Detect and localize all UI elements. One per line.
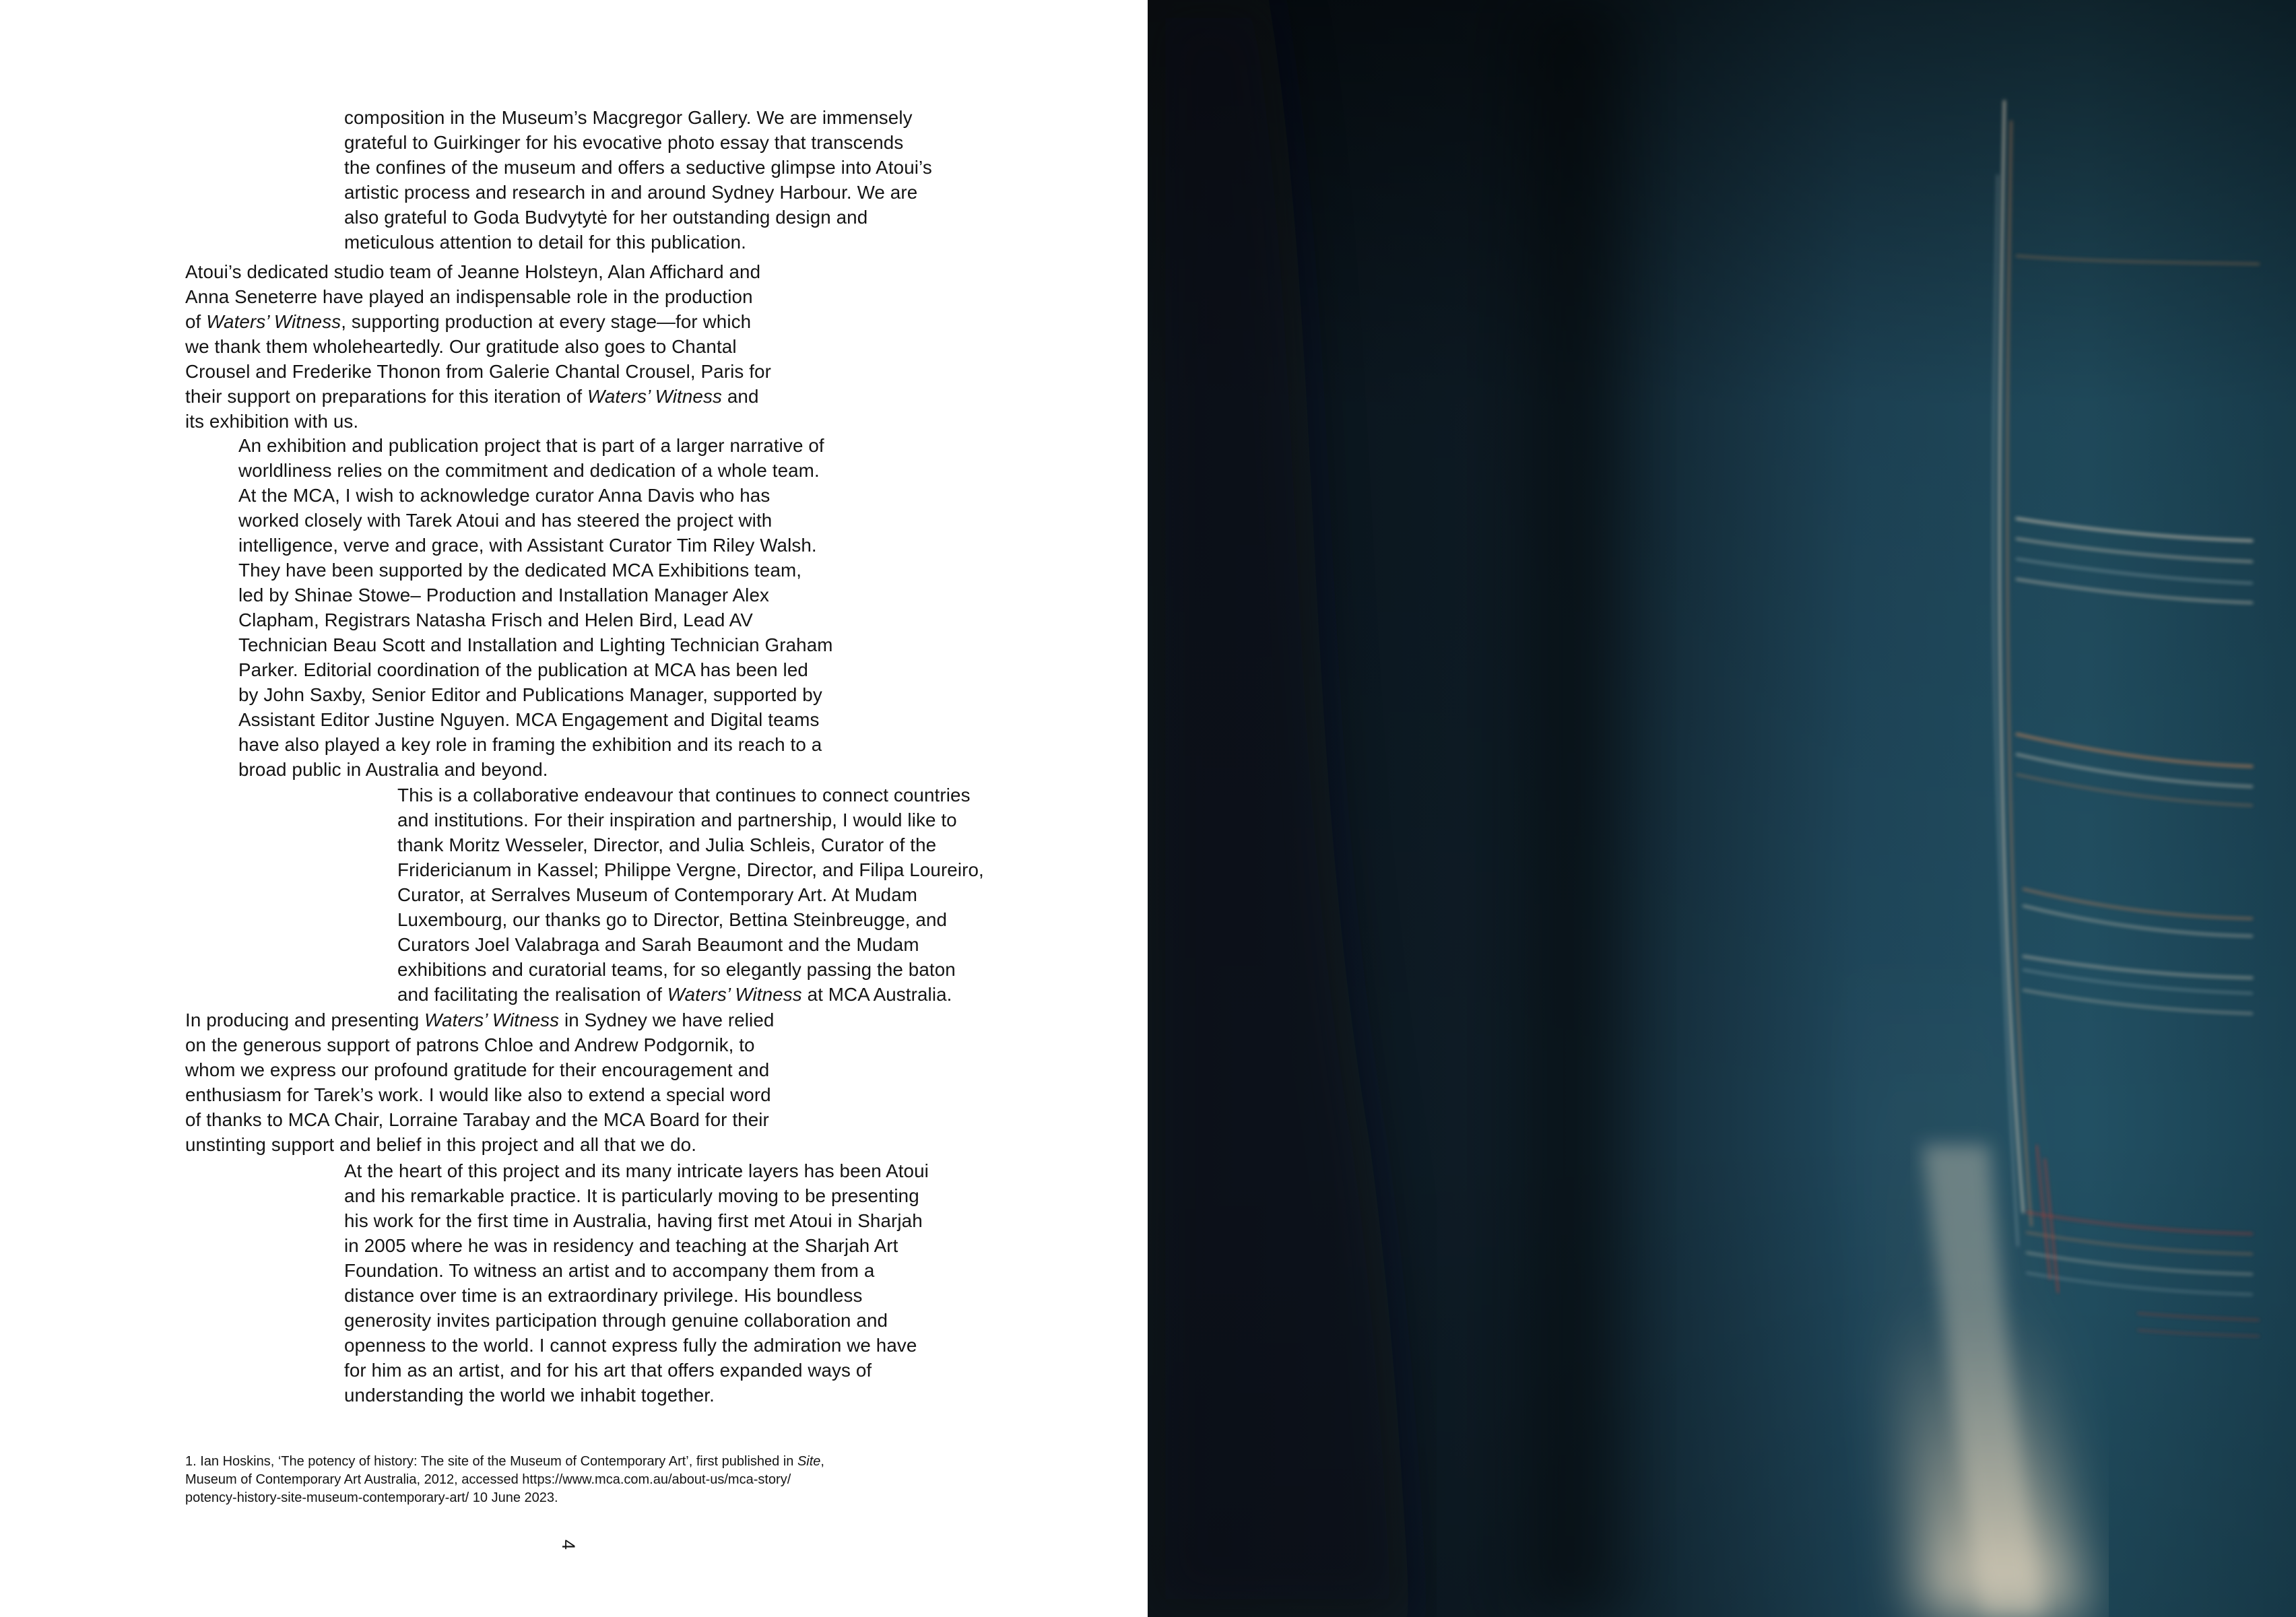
text-run: and institutions. For their inspiration and partnership, I would like to: [397, 810, 957, 830]
body-paragraph: [344, 1158, 929, 1408]
text-line: [185, 1057, 774, 1082]
page-number: 4: [558, 1539, 579, 1550]
text-line: [185, 359, 771, 384]
body-paragraph: [344, 105, 932, 255]
text-run: thank Moritz Wesseler, Director, and Julia Schleis, Curator of the: [397, 834, 937, 855]
text-run: They have been supported by the dedicated MCA Exhibitions team,: [238, 560, 802, 581]
text-line: [344, 130, 932, 155]
text-line: [238, 533, 833, 558]
text-run: of: [185, 311, 207, 332]
text-run: meticulous attention to detail for this publication.: [344, 232, 746, 253]
text-line: [344, 1283, 929, 1308]
text-run: Fridericianum in Kassel; Philippe Vergne, Director, and Filipa Loureiro,: [397, 859, 984, 880]
footnote: [185, 1453, 824, 1507]
text-run: Museum of Contemporary Art Australia, 2012, accessed https://www.mca.com.au/about-us/mca-story/: [185, 1472, 791, 1487]
footnote-line: [185, 1471, 824, 1489]
text-line: [238, 732, 833, 757]
text-line: [185, 1107, 774, 1132]
text-line: [344, 1208, 929, 1233]
text-run: unstinting support and belief in this project and all that we do.: [185, 1134, 697, 1155]
text-line: [185, 1132, 774, 1157]
text-run: led by Shinae Stowe– Production and Installation Manager Alex: [238, 585, 770, 605]
text-run: potency-history-site-museum-contemporary-art/ 10 June 2023.: [185, 1490, 558, 1505]
text-line: [344, 155, 932, 180]
text-run: and his remarkable practice. It is particularly moving to be presenting: [344, 1185, 919, 1206]
text-line: [344, 180, 932, 205]
text-line: [238, 433, 833, 458]
text-line: [397, 832, 984, 857]
text-line: [397, 882, 984, 907]
text-line: [238, 632, 833, 657]
footnote-line: [185, 1453, 824, 1471]
text-run: worldliness relies on the commitment and dedication of a whole team.: [238, 460, 820, 481]
text-run: Technician Beau Scott and Installation and Lighting Technician Graham: [238, 634, 833, 655]
text-run: artistic process and research in and around Sydney Harbour. We are: [344, 182, 918, 203]
text-run: Luxembourg, our thanks go to Director, Bettina Steinbreugge, and: [397, 909, 948, 930]
text-line: [344, 105, 932, 130]
italic-title: Waters’ Witness: [587, 386, 722, 407]
text-line: [238, 508, 833, 533]
text-run: in 2005 where he was in residency and teaching at the Sharjah Art: [344, 1235, 898, 1256]
italic-title: Site: [797, 1454, 821, 1469]
text-run: generosity invites participation through genuine collaboration and: [344, 1310, 888, 1331]
text-run: Assistant Editor Justine Nguyen. MCA Engagement and Digital teams: [238, 709, 820, 730]
text-run: in Sydney we have relied: [559, 1010, 775, 1030]
text-line: [397, 957, 984, 982]
text-run: its exhibition with us.: [185, 411, 359, 432]
text-line: [238, 707, 833, 732]
text-line: [344, 230, 932, 255]
text-line: [185, 1082, 774, 1107]
text-run: composition in the Museum’s Macgregor Gallery. We are immensely: [344, 107, 913, 128]
text-run: distance over time is an extraordinary privilege. His boundless: [344, 1285, 863, 1306]
text-run: At the heart of this project and its many intricate layers has been Atoui: [344, 1160, 929, 1181]
text-line: [185, 284, 771, 309]
text-run: , supporting production at every stage—for which: [341, 311, 752, 332]
text-line: [185, 309, 771, 334]
text-run: by John Saxby, Senior Editor and Publications Manager, supported by: [238, 684, 822, 705]
text-run: 1. Ian Hoskins, ‘The potency of history: The site of the Museum of Contemporary Art’, first published in: [185, 1454, 797, 1469]
italic-title: Waters’ Witness: [667, 984, 802, 1005]
text-line: [344, 1358, 929, 1383]
text-line: [185, 1008, 774, 1032]
text-run: understanding the world we inhabit together.: [344, 1385, 715, 1406]
text-run: and facilitating the realisation of: [397, 984, 667, 1005]
text-run: openness to the world. I cannot express fully the admiration we have: [344, 1335, 917, 1356]
italic-title: Waters’ Witness: [424, 1010, 560, 1030]
text-line: [344, 1333, 929, 1358]
text-line: [185, 334, 771, 359]
text-line: [238, 607, 833, 632]
text-run: This is a collaborative endeavour that continues to connect countries: [397, 785, 971, 805]
text-run: and: [722, 386, 759, 407]
text-run: of thanks to MCA Chair, Lorraine Tarabay and the MCA Board for their: [185, 1109, 769, 1130]
text-line: [397, 783, 984, 807]
text-line: [238, 483, 833, 508]
text-line: [397, 807, 984, 832]
text-run: An exhibition and publication project that is part of a larger narrative of: [238, 435, 824, 456]
text-line: [238, 583, 833, 607]
text-run: ,: [820, 1454, 824, 1469]
text-run: the confines of the museum and offers a seductive glimpse into Atoui’s: [344, 157, 932, 178]
text-line: [238, 558, 833, 583]
text-line: [185, 384, 771, 409]
text-run: Curator, at Serralves Museum of Contemporary Art. At Mudam: [397, 884, 918, 905]
text-run: on the generous support of patrons Chloe and Andrew Podgornik, to: [185, 1034, 755, 1055]
text-line: [344, 1158, 929, 1183]
body-paragraph: [397, 783, 984, 1007]
text-run: Anna Seneterre have played an indispensable role in the production: [185, 286, 753, 307]
body-paragraph: [238, 433, 833, 782]
text-line: [238, 682, 833, 707]
text-run: we thank them wholeheartedly. Our gratitude also goes to Chantal: [185, 336, 737, 357]
text-run: exhibitions and curatorial teams, for so elegantly passing the baton: [397, 959, 956, 980]
text-line: [397, 857, 984, 882]
body-paragraph: [185, 1008, 774, 1157]
footnote-line: [185, 1489, 824, 1507]
photo-page: [1148, 0, 2296, 1617]
text-line: [238, 458, 833, 483]
text-run: Curators Joel Valabraga and Sarah Beaumont and the Mudam: [397, 934, 919, 955]
text-line: [238, 657, 833, 682]
text-line: [185, 259, 771, 284]
text-run: at MCA Australia.: [801, 984, 952, 1005]
text-line: [397, 907, 984, 932]
text-line: [344, 205, 932, 230]
text-run: broad public in Australia and beyond.: [238, 759, 548, 780]
text-run: have also played a key role in framing the exhibition and its reach to a: [238, 734, 822, 755]
text-run: Crousel and Frederike Thonon from Galerie Chantal Crousel, Paris for: [185, 361, 771, 382]
text-run: worked closely with Tarek Atoui and has steered the project with: [238, 510, 773, 531]
text-line: [238, 757, 833, 782]
text-line: [344, 1183, 929, 1208]
text-line: [344, 1233, 929, 1258]
text-run: enthusiasm for Tarek’s work. I would like also to extend a special word: [185, 1084, 771, 1105]
text-run: also grateful to Goda Budvytytė for her outstanding design and: [344, 207, 868, 228]
text-line: [344, 1258, 929, 1283]
text-run: for him as an artist, and for his art that offers expanded ways of: [344, 1360, 872, 1381]
text-run: intelligence, verve and grace, with Assistant Curator Tim Riley Walsh.: [238, 535, 817, 556]
text-line: [185, 409, 771, 434]
text-line: [397, 982, 984, 1007]
text-line: [185, 1032, 774, 1057]
text-run: Foundation. To witness an artist and to accompany them from a: [344, 1260, 875, 1281]
text-run: At the MCA, I wish to acknowledge curator Anna Davis who has: [238, 485, 770, 506]
text-run: Parker. Editorial coordination of the publication at MCA has been led: [238, 659, 808, 680]
text-run: grateful to Guirkinger for his evocative photo essay that transcends: [344, 132, 904, 153]
text-line: [397, 932, 984, 957]
text-run: Atoui’s dedicated studio team of Jeanne Holsteyn, Alan Affichard and: [185, 261, 761, 282]
text-line: [344, 1308, 929, 1333]
text-run: In producing and presenting: [185, 1010, 425, 1030]
text-run: his work for the first time in Australia, having first met Atoui in Sharjah: [344, 1210, 923, 1231]
text-run: whom we express our profound gratitude for their encouragement and: [185, 1059, 770, 1080]
text-run: Clapham, Registrars Natasha Frisch and Helen Bird, Lead AV: [238, 609, 753, 630]
text-line: [344, 1383, 929, 1408]
body-paragraph: [185, 259, 771, 434]
italic-title: Waters’ Witness: [206, 311, 341, 332]
text-run: their support on preparations for this iteration of: [185, 386, 587, 407]
long-exposure-photograph: [1148, 0, 2296, 1617]
